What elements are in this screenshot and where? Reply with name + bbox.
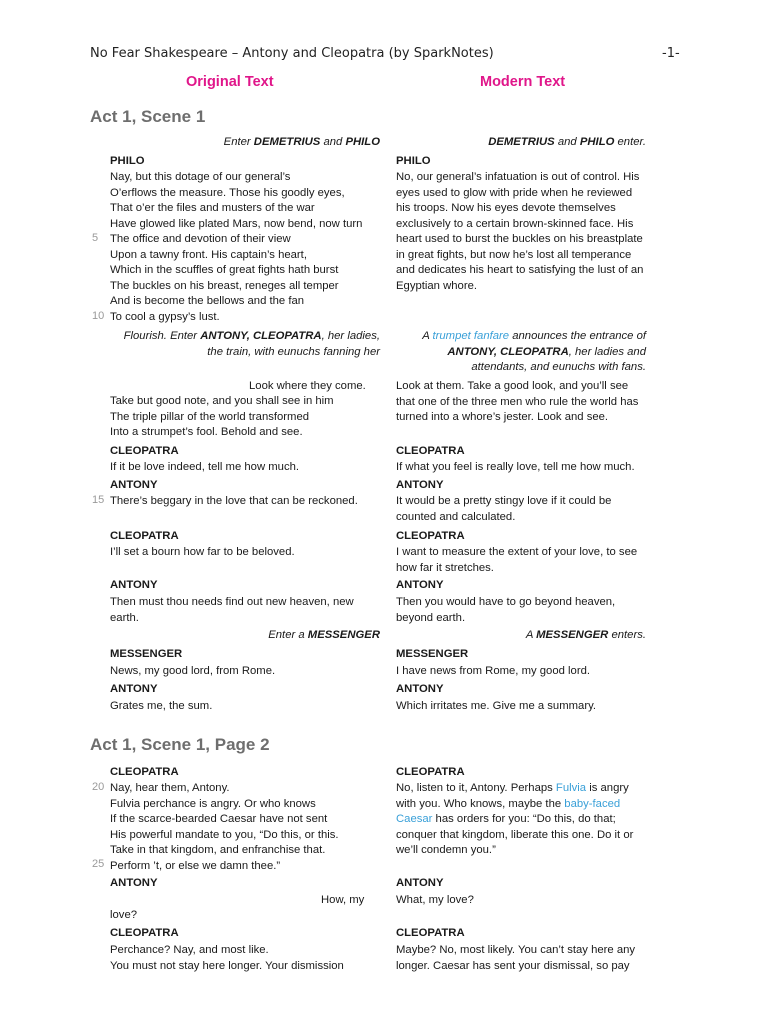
page-number: -1- [662,46,680,61]
line-number: 15 [92,494,105,506]
verse-line: News, my good lord, from Rome. [110,665,276,677]
speaker-name: ANTONY [110,579,158,591]
prose-line: I have news from Rome, my good lord. [396,665,591,677]
verse-line: Then must thou needs find out new heaven, new [110,596,354,608]
prose-text: with you. Who knows, maybe the [396,797,565,810]
speaker-name: PHILO [110,155,145,167]
speaker-name: MESSENGER [396,648,469,660]
verse-line: If the scarce-bearded Caesar have not sent [110,813,328,825]
modern-speech [396,170,643,294]
speaker-name: CLEOPATRA [396,530,465,542]
prose-line: counted and calculated. [396,510,516,523]
verse-line: Perform ’t, or else we damn thee.” [110,859,281,872]
speaker-name: CLEOPATRA [396,766,465,778]
line-number: 10 [92,310,105,322]
verse-line: Nay, hear them, Antony. [110,782,230,794]
verse-line: O’erflows the measure. Those his goodly eyes, [110,186,345,199]
line-number: 5 [92,232,99,244]
original-speech [110,170,362,325]
sd-character: DEMETRIUS [488,136,555,148]
sd-character: PHILO [579,136,615,148]
scene-heading: Act 1, Scene 1, Page 2 [90,735,270,754]
modern-column-title: Modern Text [480,74,566,90]
prose-line: I want to measure the extent of your love, to see [396,546,638,558]
modern-speech [396,545,637,576]
verse-line: That o’er the files and musters of the war [110,202,315,214]
prose-line: longer. Caesar has sent your dismissal, so pay [396,959,630,972]
speaker-name: CLEOPATRA [396,927,465,939]
verse-line: Grates me, the sum. [110,700,213,712]
footnote-link[interactable]: trumpet fanfare [432,330,510,342]
original-column-title: Original Text [186,74,274,90]
verse-line: I’ll set a bourn how far to be beloved. [110,546,295,558]
speaker-name: ANTONY [110,877,158,889]
sd-text: , [246,330,253,342]
prose-line: If what you feel is really love, tell me how much. [396,461,635,473]
prose-line: we’ll condemn you.” [396,844,496,856]
sd-text: and [320,136,346,148]
speaker-name: ANTONY [396,683,444,695]
original-speech [110,781,339,874]
verse-line: love? [110,909,138,921]
sd-character: ANTONY [200,330,247,342]
original-speech [110,595,354,626]
scene-heading: Act 1, Scene 1 [90,107,206,126]
sd-text: enters. [608,629,646,641]
verse-line: Into a strumpet’s fool. Behold and see. [110,426,303,438]
verse-line: And is become the bellows and the fan [110,295,305,307]
verse-line: You must not stay here longer. Your dismission [110,959,344,972]
modern-speech [396,781,633,859]
speaker-name: CLEOPATRA [396,445,465,457]
document-title: No Fear Shakespeare – Antony and Cleopatra (by SparkNotes) [90,46,494,61]
verse-line: Nay, but this dotage of our general’s [110,171,291,183]
prose-line: beyond earth. [396,611,466,624]
prose-line: his troops. Now his eyes devote themselves [396,202,616,214]
sd-text: A [422,330,433,342]
prose-line: how far it stretches. [396,561,494,574]
sd-character: ANTONY [447,345,494,358]
prose-line: turned into a whore’s jester. Look and see. [396,411,609,423]
speaker-name: CLEOPATRA [110,766,179,778]
modern-speech [396,595,615,626]
sd-character: MESSENGER [536,629,609,641]
footnote-link-caesar[interactable]: Caesar [396,813,433,825]
prose-line: eyes used to glow with pride when he reviewed [396,186,633,199]
original-speech [110,943,344,974]
prose-text: is angry [586,782,629,794]
verse-line: If it be love indeed, tell me how much. [110,461,300,473]
prose-line: What, my love? [396,894,474,906]
speaker-name: MESSENGER [110,648,183,660]
verse-line: Take in that kingdom, and enfranchise that. [110,844,326,856]
stage-direction-original [224,136,380,148]
stage-direction-original [268,629,380,641]
prose-line: in great fights, but now he’s lost all temperance [396,248,632,261]
verse-line: To cool a gypsy’s lust. [110,310,220,323]
verse-line: The buckles on his breast, reneges all temper [110,279,339,292]
speaker-name: PHILO [396,155,431,167]
modern-speech [396,943,635,974]
speaker-name: ANTONY [396,877,444,889]
verse-line: Perchance? Nay, and most like. [110,944,269,956]
sd-text: Flourish. Enter [123,330,201,342]
prose-line: It would be a pretty stingy love if it could be [396,495,612,507]
verse-line: The office and devotion of their view [110,233,291,245]
prose-line: Egyptian whore. [396,279,478,292]
stage-direction-modern [526,629,646,641]
verse-line: Upon a tawny front. His captain’s heart, [110,248,307,261]
sd-text: , her ladies and [568,345,646,358]
verse-line: Have glowed like plated Mars, now bend, now turn [110,217,363,230]
modern-speech [396,379,638,426]
stage-direction-original [124,329,380,360]
modern-speech [396,494,611,525]
line-number: 25 [92,858,105,870]
prose-line: heart used to burst the buckles on his breastplate [396,233,643,245]
footnote-link-fulvia[interactable]: Fulvia [555,782,587,794]
sd-text: A [525,629,537,641]
sd-text: and [554,136,580,148]
footnote-link-baby-faced[interactable]: baby-faced [564,797,621,810]
speaker-name: CLEOPATRA [110,927,179,939]
prose-line: No, our general’s infatuation is out of control. His [396,171,640,183]
prose-text: has orders for you: “Do this, do that; [432,813,616,825]
prose-line: exclusively to a certain brown-skinned face. His [396,217,634,230]
sd-text: , her ladies, [321,330,380,342]
prose-line: conquer that kingdom, liberate this one. Do it or [396,828,634,841]
verse-line: His powerful mandate to you, “Do this, or this. [110,828,339,841]
verse-line: Take but good note, and you shall see in him [110,395,334,407]
verse-line: Fulvia perchance is angry. Or who knows [110,797,316,810]
verse-line: Which in the scuffles of great fights hath burst [110,264,339,276]
prose-line: Look at them. Take a good look, and you’ll see [396,380,629,392]
sd-character: CLEOPATRA [252,330,322,342]
sd-text: enter. [614,136,646,148]
verse-line: How, my [321,894,365,906]
speaker-name: ANTONY [110,683,158,695]
sd-character: PHILO [345,136,380,148]
speaker-name: CLEOPATRA [110,445,179,457]
speaker-name: ANTONY [110,479,158,491]
verse-line: Look where they come. [249,380,366,392]
prose-line: and dedicates his heart to satisfying the lust of an [396,264,644,276]
prose-line: Which irritates me. Give me a summary. [396,700,597,712]
sd-text: Enter a [268,629,308,641]
sd-character: CLEOPATRA [500,345,569,358]
speaker-name: ANTONY [396,479,444,491]
sd-text: , [493,345,501,358]
original-speech [110,394,334,441]
speaker-name: ANTONY [396,579,444,591]
prose-line: Maybe? No, most likely. You can’t stay here any [396,944,636,956]
stage-direction-modern [422,329,646,376]
sd-character: MESSENGER [307,629,380,641]
sd-text: announces the entrance of [509,330,646,342]
stage-direction-modern [488,136,646,148]
prose-text: No, listen to it, Antony. Perhaps [396,782,556,794]
sd-text: the train, with eunuchs fanning her [207,345,380,358]
sd-text: Enter [223,136,254,148]
line-number: 20 [92,781,105,793]
verse-line: The triple pillar of the world transformed [110,410,310,423]
prose-line: that one of the three men who rule the world has [396,395,639,408]
sd-character: DEMETRIUS [253,136,321,148]
prose-line: Then you would have to go beyond heaven, [396,596,616,608]
verse-line: There’s beggary in the love that can be reckoned. [110,495,358,507]
speaker-name: CLEOPATRA [110,530,179,542]
sd-text: attendants, and eunuchs with fans. [471,361,646,373]
verse-line: earth. [110,611,139,624]
